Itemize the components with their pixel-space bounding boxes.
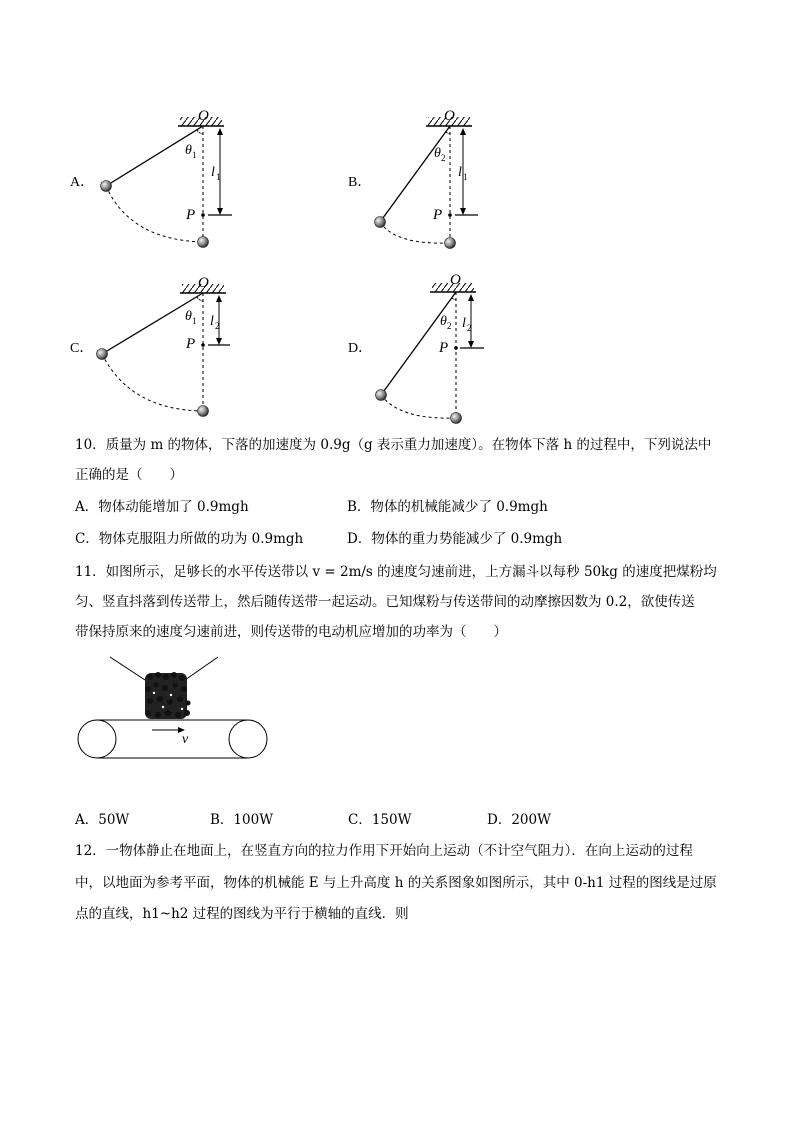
fig-d	[348, 272, 484, 424]
peg-label: P	[186, 207, 196, 223]
q10-option-d[interactable]: D．物体的重力势能减少了 0.9mgh	[347, 531, 563, 547]
svg-text:θ: θ	[440, 314, 447, 329]
q12-stem-line1: 12．一物体静止在地面上，在竖直方向的拉力作用下开始向上运动（不计空气阻力）．在向上运动的过程	[75, 843, 693, 859]
svg-text:2: 2	[215, 321, 220, 331]
fig-a	[70, 108, 232, 248]
svg-text:1: 1	[463, 172, 468, 182]
q9-figures	[0, 0, 794, 430]
q10-option-c[interactable]: C．物体克服阻力所做的功为 0.9mgh	[75, 531, 304, 547]
q11-stem-line3: 带保持原来的速度匀速前进，则传送带的电动机应增加的功率为（ ）	[75, 624, 507, 640]
svg-text:P: P	[433, 207, 443, 223]
svg-text:θ: θ	[434, 146, 441, 161]
pivot-label: O	[198, 108, 209, 124]
svg-text:θ: θ	[185, 309, 192, 324]
ball-bottom	[445, 238, 456, 249]
ball-bottom	[198, 406, 209, 417]
q11-option-c[interactable]: C．150W	[348, 812, 412, 828]
svg-text:l: l	[458, 165, 462, 180]
fig-a-label: A．	[70, 175, 95, 190]
q10-stem-line1: 10．质量为 m 的物体，下落的加速度为 0.9g（g 表示重力加速度）。在物体下落 h 的过程中，下列说法中	[75, 437, 712, 453]
left-roller	[78, 720, 116, 758]
svg-text:l: l	[210, 314, 214, 329]
q10-stem-line2: 正确的是（ ）	[75, 467, 183, 483]
svg-text:O: O	[198, 275, 209, 291]
angle-sub: 1	[192, 150, 197, 160]
svg-text:1: 1	[216, 172, 221, 182]
fig-c-label: C．	[70, 341, 94, 356]
length-label: l	[211, 165, 215, 180]
q12-stem-line2: 中，以地面为参考平面，物体的机械能 E 与上升高度 h 的关系图象如图所示，其中 0-h1 过程的图线是过原	[75, 875, 717, 891]
svg-text:2: 2	[467, 323, 472, 333]
fig-d-label: D．	[348, 341, 373, 356]
q10-option-a[interactable]: A．物体动能增加了 0.9mgh	[75, 499, 249, 515]
right-roller	[229, 720, 267, 758]
svg-text:O: O	[450, 272, 461, 288]
q11-option-a[interactable]: A．50W	[75, 812, 130, 828]
peg-p	[201, 213, 205, 217]
ball-bottom	[451, 413, 462, 424]
svg-text:1: 1	[192, 316, 197, 326]
q11-stem-line1: 11．如图所示，足够长的水平传送带以 v = 2m/s 的速度匀速前进，上方漏斗以每秒 50kg 的速度把煤粉均	[75, 564, 717, 580]
coal-powder	[145, 672, 191, 719]
svg-text:P: P	[186, 336, 196, 352]
q11-stem-line2: 匀、竖直抖落到传送带上，然后随传送带一起运动。已知煤粉与传送带间的动摩擦因数为 0.2，欲使传送	[75, 594, 695, 610]
q11-option-b[interactable]: B．100W	[210, 812, 274, 828]
svg-text:2: 2	[441, 153, 446, 163]
fig-c	[70, 275, 230, 417]
angle-arc	[197, 130, 203, 134]
svg-text:P: P	[439, 340, 449, 356]
q12-stem-line3: 点的直线，h1~h2 过程的图线为平行于横轴的直线．则	[75, 906, 409, 922]
fig-b	[348, 108, 478, 249]
ball-start	[375, 217, 386, 228]
conveyor-figure	[70, 655, 280, 765]
svg-text:2: 2	[447, 321, 452, 331]
ball-bottom	[198, 237, 209, 248]
ball-start	[101, 181, 112, 192]
ball-start	[97, 349, 108, 360]
svg-text:l: l	[462, 316, 466, 331]
q11-option-d[interactable]: D．200W	[487, 812, 551, 828]
svg-text:O: O	[444, 108, 455, 124]
q10-option-b[interactable]: B．物体的机械能减少了 0.9mgh	[347, 499, 548, 515]
ball-start	[376, 390, 387, 401]
velocity-label: v	[182, 732, 189, 747]
angle-label: θ	[185, 143, 192, 158]
fig-b-label: B．	[348, 175, 372, 190]
